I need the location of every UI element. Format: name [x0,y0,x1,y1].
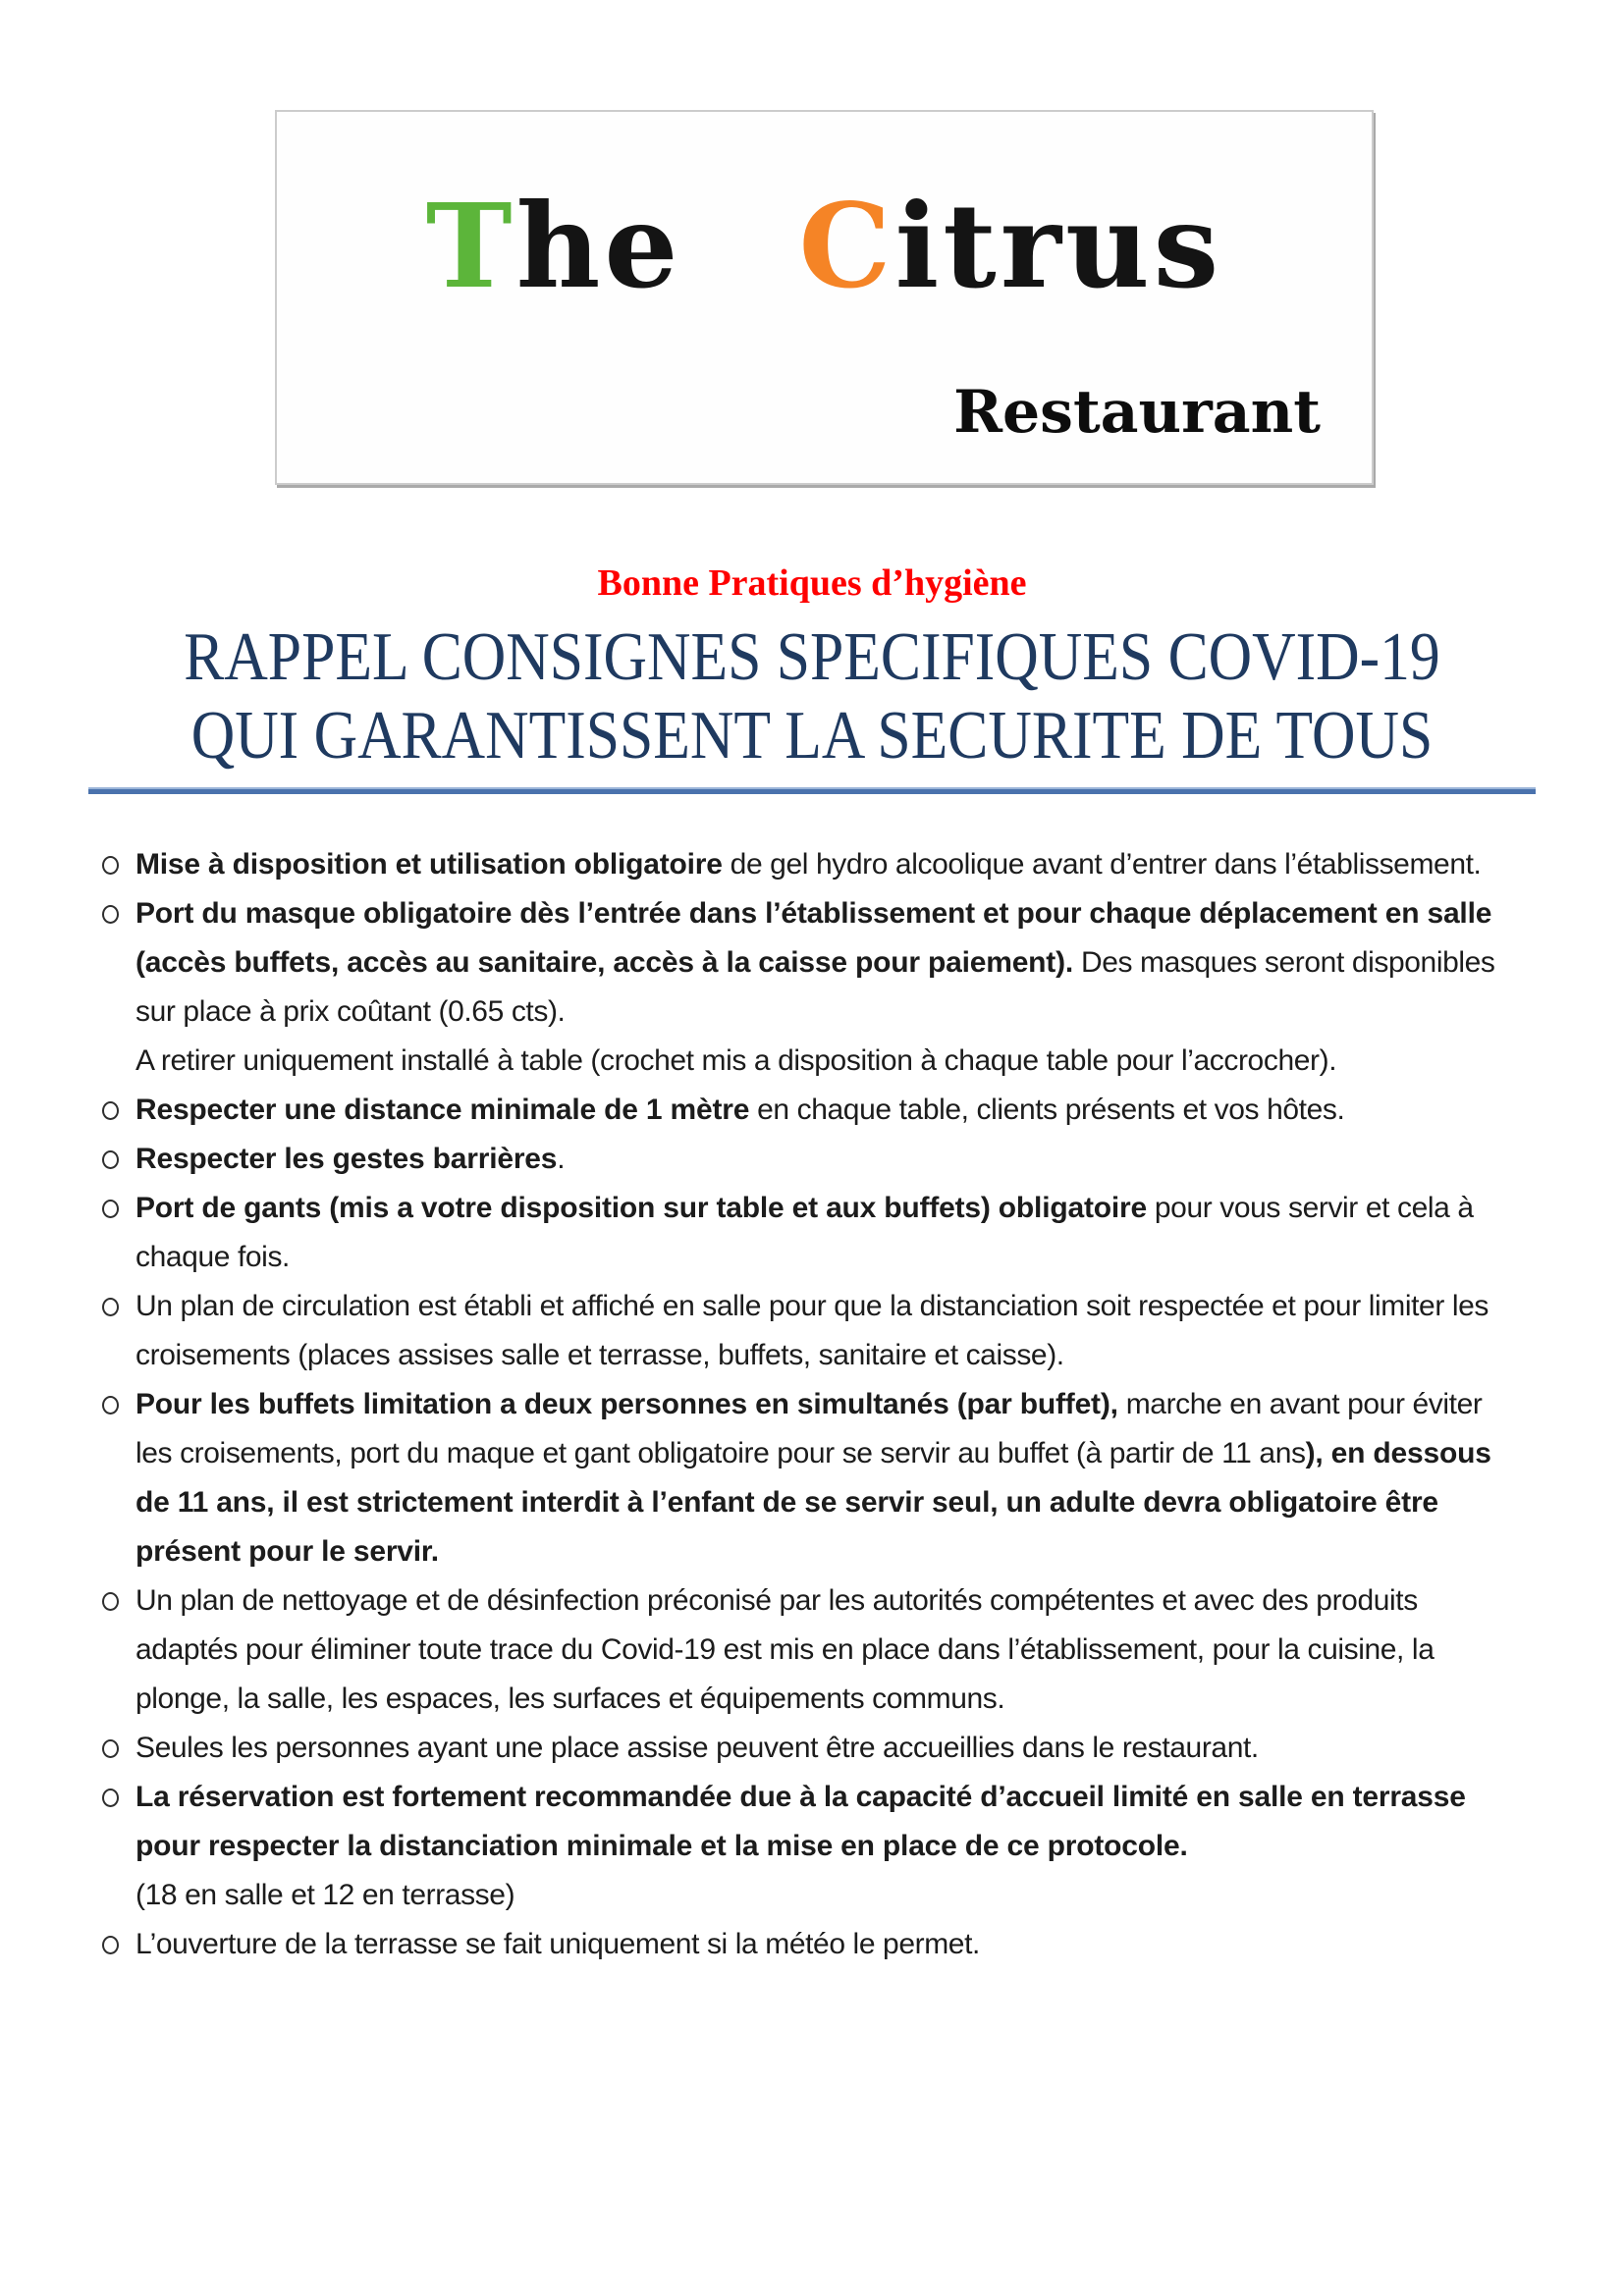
text-run: de gel hydro alcoolique avant d’entrer dans l’établissement. [722,848,1482,881]
list-item-paragraph [135,840,1526,889]
text-run: C [798,178,895,314]
list-item-paragraph [135,1724,1526,1773]
text-run: (18 en salle et 12 en terrasse) [135,1879,515,1911]
bullet-icon [102,1789,119,1807]
bullet-icon [102,1396,119,1415]
bold-text-run: Respecter une distance minimale de 1 mètre [135,1094,750,1126]
text-run: L’ouverture de la terrasse se fait uniquement si la météo le permet. [135,1928,980,1960]
list-item-paragraph [135,1086,1526,1135]
list-item [88,1282,1526,1380]
list-item-paragraph [135,1282,1526,1380]
bullet-icon [102,856,119,875]
list-item [88,889,1526,1086]
list-item-paragraph [135,1184,1526,1282]
logo-wordmark [277,178,1372,314]
list-item [88,1086,1526,1135]
bold-text-run: La réservation est fortement recommandée due à la capacité d’accueil limité en salle en terrasse pour respecter la distanciation minimale et la mise en place de ce protocole. [135,1781,1466,1862]
text-run: . [557,1143,566,1175]
bold-text-run: Port de gants (mis a votre disposition sur table et aux buffets) obligatoire [135,1192,1147,1224]
list-item-paragraph [135,1135,1526,1184]
page-title-line-2: QUI GARANTISSENT LA SECURITE DE TOUS [190,698,1434,774]
restaurant-logo [275,110,1374,485]
list-item [88,1920,1526,1969]
list-item [88,1773,1526,1920]
bullet-icon [102,1298,119,1316]
list-item [88,1576,1526,1724]
list-item-paragraph [135,1037,1526,1086]
text-run: Seules les personnes ayant une place assise peuvent être accueillies dans le restaurant. [135,1732,1259,1764]
list-item-paragraph [135,1871,1526,1920]
bold-text-run: Mise à disposition et utilisation obligatoire [135,848,723,881]
text-run: T [425,178,516,314]
page-title-line-1: RAPPEL CONSIGNES SPECIFIQUES COVID-19 [184,619,1440,695]
text-run: Des masques seront disponibles sur place à prix coûtant (0.65 cts). [135,946,1495,1028]
title-divider [88,787,1536,794]
text-run: marche en avant pour éviter les croisements, port du maque et gant obligatoire pour se servir au buffet (à partir de 11 ans [135,1388,1483,1469]
text-run: Un plan de circulation est établi et affiché en salle pour que la distanciation soit respectée et pour limiter les croisements (places assises salle et terrasse, buffets, sanitaire et caisse). [135,1290,1489,1371]
text-run: A retirer uniquement installé à table (crochet mis a disposition à chaque table pour l’accrocher). [135,1044,1337,1077]
bold-text-run: Respecter les gestes barrières [135,1143,558,1175]
bold-text-run: Pour les buffets limitation a deux personnes en simultanés (par buffet), [135,1388,1118,1420]
list-item [88,840,1526,889]
list-item [88,1724,1526,1773]
hygiene-kicker: Bonne Pratiques d’hygiène [597,562,1027,604]
bold-text-run: Port du masque obligatoire dès l’entrée dans l’établissement et pour chaque déplacement en salle (accès buffets, accès au sanitaire, accès à la caisse pour paiement). [135,897,1492,979]
bullet-icon [102,905,119,924]
text-run: he [515,178,799,314]
list-item-paragraph [135,1920,1526,1969]
text-run: itrus [894,178,1223,314]
list-item-paragraph [135,1380,1526,1576]
bullet-list [88,840,1526,1969]
logo-restaurant-label: Restaurant [953,378,1321,447]
list-item [88,1135,1526,1184]
text-run: pour vous servir et cela à chaque fois. [135,1192,1474,1273]
list-item [88,1380,1526,1576]
list-item-paragraph [135,889,1526,1037]
text-run: en chaque table, clients présents et vos hôtes. [749,1094,1345,1126]
bold-text-run: ), en dessous de 11 ans, il est strictement interdit à l’enfant de se servir seul, un adulte devra obligatoire être présent pour le servir. [135,1437,1491,1568]
bullet-icon [102,1101,119,1120]
bullet-icon [102,1200,119,1218]
bullet-icon [102,1936,119,1954]
list-item-paragraph [135,1576,1526,1724]
list-item [88,1184,1526,1282]
bullet-icon [102,1592,119,1611]
list-item-paragraph [135,1773,1526,1871]
page-title [0,618,1624,775]
bullet-icon [102,1739,119,1758]
bullet-icon [102,1150,119,1169]
text-run: Un plan de nettoyage et de désinfection préconisé par les autorités compétentes et avec des produits adaptés pour éliminer toute trace du Covid-19 est mis en place dans l’établissement, pour la cuisine, la plonge, la salle, les espaces, les surfaces et équipements communs. [135,1584,1435,1715]
